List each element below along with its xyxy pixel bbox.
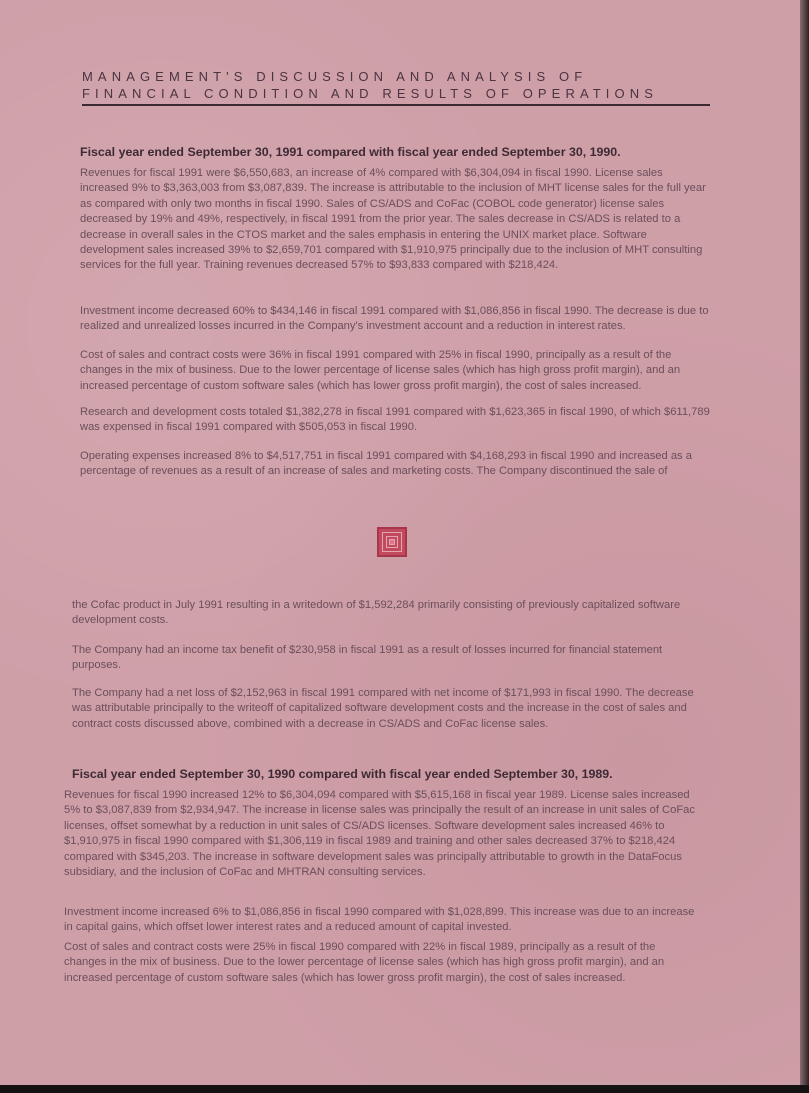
page-edge-shadow-bottom [0,1085,809,1093]
header-rule [82,104,710,106]
page-edge-shadow-right [800,0,809,1093]
section-1990-heading: Fiscal year ended September 30, 1990 compared with fiscal year ended September 30, 1989. [72,767,613,781]
paragraph-revenues-1991: Revenues for fiscal 1991 were $6,550,683, an increase of 4% compared with $6,304,094 in fiscal 1990. License sales increased 9% to $3,363,003 from $3,087,839. The increase is attributable to the inclusion of MHT license sales for the full year as compared with only two months in fiscal 1990. Sales of CS/ADS and CoFac (COBOL code generator) license sales decreased by 19% and 49%, respectively, in fiscal 1991 from the prior year. The sales decrease in CS/ADS is related to a decrease in overall sales in the CTOS market and the sales emphasis in entering the UNIX market place. Software development sales increased 39% to $2,659,701 compared with $1,910,975 principally due to the inclusion of MHT consulting services for the full year. Training revenues decreased 57% to $93,833 compared with $218,424. [80,167,706,272]
paragraph-cost-of-sales-1990: Cost of sales and contract costs were 25% in fiscal 1990 compared with 22% in fiscal 1989, principally as a result of the changes in the mix of business. Due to the lower percentage of license sales (which has high gross profit margin), and an increased percentage of custom software sales (which has lower gross profit margin), the cost of sales increased. [64,941,665,984]
paragraph-revenues-1990: Revenues for fiscal 1990 increased 12% to $6,304,094 compared with $5,615,168 in fiscal year 1989. License sales increased 5% to $3,087,839 from $2,934,947. The increase in license sales was principally the result of an increase in unit sales of CoFac licenses, offset somewhat by a reduction in unit sales of CS/ADS licenses. Software development sales increased 46% to $1,910,975 in fiscal 1990 compared with $1,306,119 in fiscal 1989 and training and other sales decreased 37% to $218,424 compared with $345,203. The increase in software development sales was principally attributable to growth in the DataFocus subsidiary, and the inclusion of CoFac and MHTRAN consulting services. [64,789,696,879]
paragraph-income-tax-benefit: The Company had an income tax benefit of $230,958 in fiscal 1991 as a result of losses incurred for financial statement purposes. [72,644,663,672]
paragraph-operating-expenses-1991: Operating expenses increased 8% to $4,517,751 in fiscal 1991 compared with $4,168,293 in fiscal 1990 and increased as a percentage of revenues as a result of an increase of sales and marketing costs. The Company discontinued the sale of [80,450,692,478]
paragraph-cofac-writedown: the Cofac product in July 1991 resulting in a writedown of $1,592,284 primarily consisting of previously capitalized software development costs. [72,599,681,627]
report-header [82,68,710,106]
header-title-line-2: FINANCIAL CONDITION AND RESULTS OF OPERATIONS [82,86,658,101]
paragraph-net-loss: The Company had a net loss of $2,152,963 in fiscal 1991 compared with net income of $171,993 in fiscal 1990. The decrease was attributable principally to the writeoff of capitalized software development costs and the increase in the cost of sales and contract costs discussed above, combined with a decrease in CS/ADS and CoFac license sales. [72,687,694,730]
paragraph-research-development-1991: Research and development costs totaled $1,382,278 in fiscal 1991 compared with $1,623,365 in fiscal 1990, of which $611,789 was expensed in fiscal 1991 compared with $505,053 in fiscal 1990. [80,406,710,434]
section-1991-heading: Fiscal year ended September 30, 1991 compared with fiscal year ended September 30, 1990. [80,145,621,159]
paragraph-investment-income-1991: Investment income decreased 60% to $434,146 in fiscal 1991 compared with $1,086,856 in fiscal 1990. The decrease is due to realized and unrealized losses incurred in the Company's investment account and a reduction in interest rates. [80,305,709,333]
paragraph-investment-income-1990: Investment income increased 6% to $1,086,856 in fiscal 1990 compared with $1,028,899. This increase was due to an increase in capital gains, which offset lower interest rates and a reduced amount of capital invested. [64,906,695,934]
decorative-emblem [377,527,407,557]
header-title-line-1: MANAGEMENT'S DISCUSSION AND ANALYSIS OF [82,69,588,84]
paragraph-cost-of-sales-1991: Cost of sales and contract costs were 36% in fiscal 1991 compared with 25% in fiscal 1990, principally as a result of the changes in the mix of business. Due to the lower percentage of license sales (which has high gross profit margin), and an increased percentage of custom software sales (which has lower gross profit margin), the cost of sales increased. [80,349,681,392]
